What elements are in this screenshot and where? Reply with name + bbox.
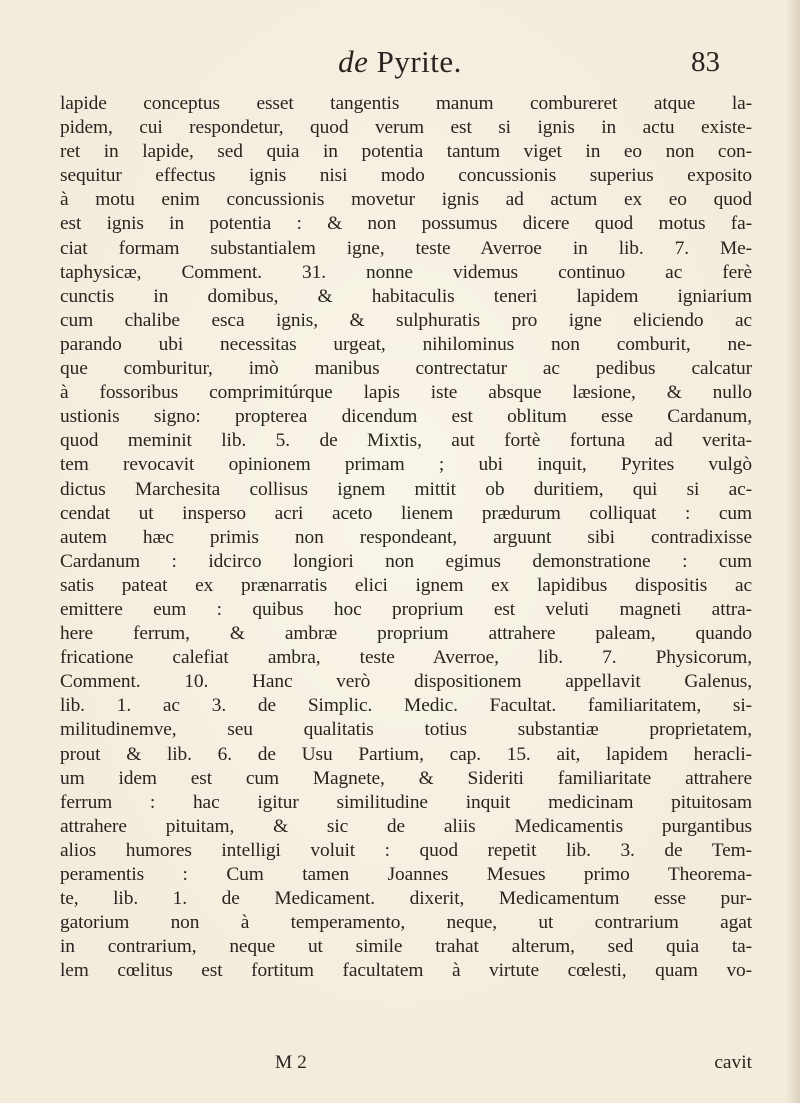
text-line: um idem est cum Magnete, & Sideriti familiaritate attrahere <box>60 767 752 789</box>
text-line: peramentis : Cum tamen Joannes Mesues primo Theorema- <box>60 864 752 885</box>
page-number: 83 <box>691 46 720 78</box>
text-line: in contrarium, neque ut simile trahat alterum, sed quia ta- <box>60 936 752 958</box>
page-footer <box>60 1052 752 1078</box>
text-line: cendat ut insperso acri aceto lienem prædurum colliquat : cum <box>60 502 752 524</box>
text-line: Cardanum : idcirco longiori non egimus demonstratione : cum <box>60 550 752 572</box>
text-line: lib. 1. ac 3. de Simplic. Medic. Facultat. familiaritatem, si- <box>60 695 752 717</box>
text-line: cum chalibe esca ignis, & sulphuratis pro igne eliciendo ac <box>60 309 752 331</box>
running-title <box>0 44 800 80</box>
text-line: à motu enim concussionis movetur ignis ad actum ex eo quod <box>60 189 752 211</box>
text-line: militudinemve, seu qualitatis totius substantiæ proprietatem, <box>60 719 752 741</box>
text-line: fricatione calefiat ambra, teste Averroe, lib. 7. Physicorum, <box>60 647 752 669</box>
text-line: est ignis in potentia : & non possumus dicere quod motus fa- <box>60 213 752 235</box>
text-line: Comment. 10. Hanc verò dispositionem appellavit Galenus, <box>60 671 752 693</box>
text-line: lapide conceptus esset tangentis manum combureret atque la- <box>60 93 752 114</box>
text-line: cunctis in domibus, & habitaculis teneri lapidem igniarium <box>60 285 752 307</box>
text-line: que comburitur, imò manibus contrectatur ac pedibus calcatur <box>60 358 752 380</box>
running-title-prefix: de <box>338 44 369 79</box>
catchword: cavit <box>714 1052 752 1073</box>
text-line: gatorium non à temperamento, neque, ut contrarium agat <box>60 912 752 934</box>
text-line: te, lib. 1. de Medicament. dixerit, Medicamentum esse pur- <box>60 888 752 910</box>
text-line: ustionis signo: propterea dicendum est oblitum esse Cardanum, <box>60 406 752 428</box>
text-line: dictus Marchesita collisus ignem mittit ob duritiem, qui si ac- <box>60 478 752 500</box>
text-line: satis pateat ex prænarratis elici ignem ex lapidibus dispositis ac <box>60 574 752 596</box>
text-line: emittere eum : quibus hoc proprium est veluti magneti attra- <box>60 598 752 620</box>
text-line: tem revocavit opinionem primam ; ubi inquit, Pyrites vulgò <box>60 454 752 476</box>
text-line: ciat formam substantialem igne, teste Averroe in lib. 7. Me- <box>60 237 752 259</box>
text-line: lem cœlitus est fortitum facultatem à virtute cœlesti, quam vo- <box>60 960 752 982</box>
text-line: prout & lib. 6. de Usu Partium, cap. 15. ait, lapidem heracli- <box>60 743 752 765</box>
text-line: here ferrum, & ambræ proprium attrahere paleam, quando <box>60 623 752 645</box>
signature-mark: M 2 <box>275 1052 307 1073</box>
body-text <box>60 92 752 983</box>
text-line: ferrum : hac igitur similitudine inquit medicinam pituitosam <box>60 791 752 813</box>
running-head <box>0 44 800 84</box>
page-edge-shadow <box>786 0 800 1103</box>
running-title-main: Pyrite. <box>376 44 462 79</box>
text-line: parando ubi necessitas urgeat, nihilominus non comburit, ne- <box>60 333 752 355</box>
text-line: pidem, cui respondetur, quod verum est si ignis in actu existe- <box>60 117 752 139</box>
text-line: attrahere pituitam, & sic de aliis Medicamentis purgantibus <box>60 815 752 837</box>
text-line: autem hæc primis non respondeant, arguunt sibi contradixisse <box>60 526 752 548</box>
text-line: sequitur effectus ignis nisi modo concussionis superius exposito <box>60 165 752 187</box>
text-line: quod meminit lib. 5. de Mixtis, aut fortè fortuna ad verita- <box>60 430 752 452</box>
text-line: taphysicæ, Comment. 31. nonne videmus continuo ac ferè <box>60 261 752 283</box>
text-line: ret in lapide, sed quia in potentia tantum viget in eo non con- <box>60 141 752 163</box>
text-line: à fossoribus comprimitúrque lapis iste absque læsione, & nullo <box>60 382 752 404</box>
text-line: alios humores intelligi voluit : quod repetit lib. 3. de Tem- <box>60 839 752 861</box>
